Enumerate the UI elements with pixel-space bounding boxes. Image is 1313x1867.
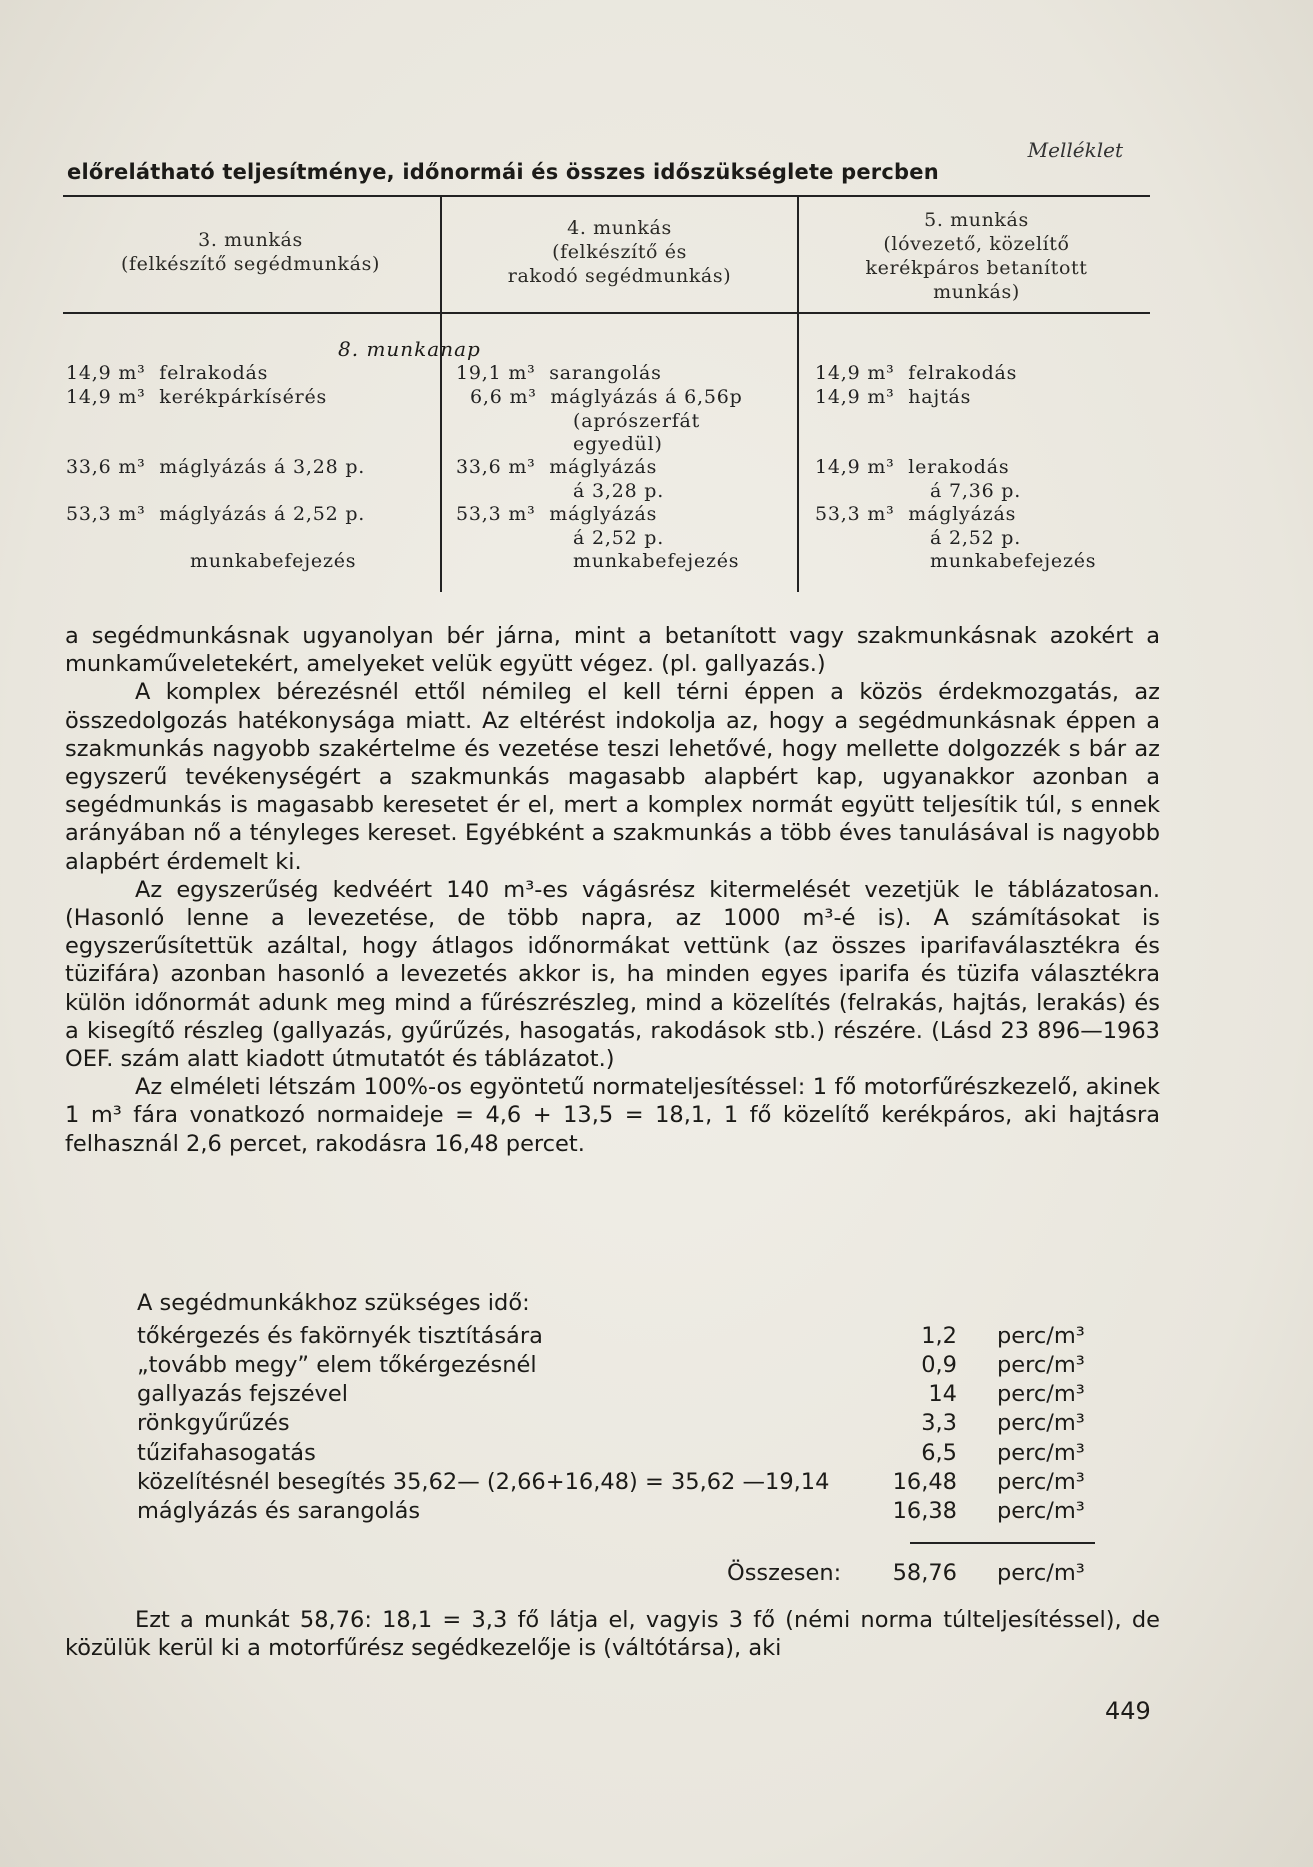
requirement-unit: perc/m³ bbox=[997, 1498, 1085, 1524]
table-cell: á 7,36 p. bbox=[930, 480, 1022, 502]
requirement-label: „tovább megy” elem tőkérgezésnél bbox=[137, 1352, 537, 1378]
column-header-5-line-3: kerékpáros betanított bbox=[865, 257, 1088, 279]
table-cell: 14,9 m³ kerékpárkísérés bbox=[66, 386, 328, 408]
requirement-label: rönkgyűrűzés bbox=[137, 1410, 290, 1436]
table-cell: 14,9 m³ felrakodás bbox=[815, 362, 1018, 384]
table-cell: munkabefejezés bbox=[573, 550, 740, 572]
requirements-title: A segédmunkákhoz szükséges idő: bbox=[137, 1290, 530, 1316]
requirement-label: gallyazás fejszével bbox=[137, 1381, 348, 1407]
table-subheader-workday: 8. munkanap bbox=[338, 337, 481, 361]
table-cell: á 2,52 p. bbox=[573, 527, 665, 549]
requirement-unit: perc/m³ bbox=[997, 1440, 1085, 1466]
table-cell: 19,1 m³ sarangolás bbox=[456, 362, 662, 384]
requirement-value: 6,5 bbox=[921, 1440, 957, 1466]
table-cell: munkabefejezés bbox=[190, 550, 357, 572]
column-header-4 bbox=[442, 216, 797, 288]
table-cell: 6,6 m³ máglyázás á 6,56p bbox=[470, 386, 743, 408]
table-cell: egyedül) bbox=[573, 433, 663, 455]
paragraph: Az elméleti létszám 100%-os egyöntetű normateljesítéssel: 1 fő motorfűrészkezelő, akinek 1 m³ fára vonatkozó normaideje = 4,6 + 13,5 = 18,1, 1 fő közelítő kerékpáros, aki hajtásra felhasznál 2,6 percet, rakodásra 16,48 percet. bbox=[65, 1074, 1160, 1157]
table-cell: á 3,28 p. bbox=[573, 480, 665, 502]
requirement-row bbox=[137, 1498, 1137, 1526]
table-cell: 14,9 m³ lerakodás bbox=[815, 456, 1010, 478]
requirement-row bbox=[137, 1352, 1137, 1380]
table-cell: 53,3 m³ máglyázás á 2,52 p. bbox=[66, 503, 366, 525]
page-header-title: előrelátható teljesítménye, időnormái és összes időszükséglete percben bbox=[67, 160, 939, 184]
requirement-unit: perc/m³ bbox=[997, 1352, 1085, 1378]
table-cell: 53,3 m³ máglyázás bbox=[815, 503, 1017, 525]
column-header-5-line-4: munkás) bbox=[933, 281, 1020, 303]
requirement-row bbox=[137, 1323, 1137, 1351]
requirement-unit: perc/m³ bbox=[997, 1323, 1085, 1349]
requirement-value: 14 bbox=[928, 1381, 957, 1407]
table-cell: á 2,52 p. bbox=[930, 527, 1022, 549]
table-cell: (aprószerfát bbox=[573, 410, 701, 432]
requirement-row bbox=[137, 1469, 1137, 1497]
total-unit: perc/m³ bbox=[997, 1560, 1085, 1586]
requirement-value: 16,38 bbox=[892, 1498, 957, 1524]
table-cell: 14,9 m³ hajtás bbox=[815, 386, 972, 408]
requirement-label: közelítésnél besegítés 35,62— (2,66+16,48) = 35,62 —19,14 bbox=[137, 1469, 830, 1495]
column-header-3 bbox=[63, 228, 438, 276]
column-header-5-line-2: (lóvezető, közelítő bbox=[883, 233, 1070, 255]
column-header-4-line-3: rakodó segédmunkás) bbox=[507, 265, 732, 287]
requirement-unit: perc/m³ bbox=[997, 1410, 1085, 1436]
requirement-label: tőkérgezés és fakörnyék tisztítására bbox=[137, 1323, 543, 1349]
appendix-label: Melléklet bbox=[1027, 138, 1123, 162]
requirements-total-row bbox=[137, 1560, 1137, 1588]
requirement-value: 3,3 bbox=[921, 1410, 957, 1436]
requirement-value: 16,48 bbox=[892, 1469, 957, 1495]
total-value: 58,76 bbox=[892, 1560, 957, 1586]
column-header-5 bbox=[799, 208, 1154, 304]
table-cell: 53,3 m³ máglyázás bbox=[456, 503, 658, 525]
column-header-4-line-2: (felkészítő és bbox=[552, 241, 687, 263]
requirement-unit: perc/m³ bbox=[997, 1469, 1085, 1495]
paragraph: a segédmunkásnak ugyanolyan bér járna, mint a betanított vagy szakmunkásnak azokért a munkaműveletekért, amelyeket velük együtt végez. (pl. gallyazás.) bbox=[65, 623, 1160, 678]
column-header-3-line-1: 3. munkás bbox=[198, 229, 303, 251]
paragraph: Ezt a munkát 58,76: 18,1 = 3,3 fő látja el, vagyis 3 fő (némi norma túlteljesítéssel), de közülük kerül ki a motorfűrész segédkezelője is (váltótársa), aki bbox=[65, 1607, 1160, 1662]
requirement-row bbox=[137, 1410, 1137, 1438]
table-cell: 33,6 m³ máglyázás á 3,28 p. bbox=[66, 456, 366, 478]
paragraph: A komplex bérezésnél ettől némileg el kell térni éppen a közös érdekmozgatás, az összedolgozás hatékonysága miatt. Az eltérést indokolja az, hogy a segédmunkásnak éppen a szakmunkás nagyobb szakértelme és vezetése teszi lehetővé, hogy mellette dolgozzék s bár az egyszerű tevékenységért a szakmunkás magasabb alapbért kap, ugyanakkor azonban a segédmunkás is magasabb keresetet ér el, mert a komplex normát együtt teljesítik túl, s ennek arányában nő a tényleges kereset. Egyébként a szakmunkás a több éves tanulásával is nagyobb alapbért érdemelt ki. bbox=[65, 679, 1160, 875]
paragraph: Az egyszerűség kedvéért 140 m³-es vágásrész kitermelését vezetjük le táblázatosan. (Hasonló lenne a levezetése, de több napra, az 1000 m³-é is). A számításokat is egyszerűsítettük azáltal, hogy átlagos időnormákat vettünk (az összes iparifaválasztékra és tüzifára) azonban hasonló a levezetés akkor is, ha minden egyes iparifa és tüzifa választékra külön időnormát adunk meg mind a fűrészrészleg, mind a közelítés (felrakás, hajtás, lerakás) és a kisegítő részleg (gallyazás, gyűrűzés, hasogatás, rakodások stb.) részére. (Lásd 23 896—1963 OEF. szám alatt kiadott útmutatót és táblázatot.) bbox=[65, 876, 1160, 1073]
column-header-5-line-1: 5. munkás bbox=[924, 209, 1029, 231]
requirement-value: 1,2 bbox=[921, 1323, 957, 1349]
table-header-rule bbox=[63, 312, 1150, 314]
requirement-label: tűzifahasogatás bbox=[137, 1440, 316, 1466]
requirement-row bbox=[137, 1381, 1137, 1409]
table-top-rule bbox=[63, 195, 1150, 197]
body-text bbox=[65, 622, 1160, 1158]
table-cell: 14,9 m³ felrakodás bbox=[66, 362, 269, 384]
closing-paragraph bbox=[65, 1606, 1160, 1662]
column-header-4-line-1: 4. munkás bbox=[567, 217, 672, 239]
column-header-3-line-2: (felkészítő segédmunkás) bbox=[121, 253, 380, 275]
requirement-unit: perc/m³ bbox=[997, 1381, 1085, 1407]
table-cell: munkabefejezés bbox=[930, 550, 1097, 572]
total-rule bbox=[910, 1542, 1095, 1544]
requirement-value: 0,9 bbox=[921, 1352, 957, 1378]
requirement-row bbox=[137, 1440, 1137, 1468]
page-number: 449 bbox=[1105, 1697, 1151, 1725]
total-label: Összesen: bbox=[727, 1560, 842, 1586]
requirement-label: máglyázás és sarangolás bbox=[137, 1498, 421, 1524]
table-cell: 33,6 m³ máglyázás bbox=[456, 456, 658, 478]
